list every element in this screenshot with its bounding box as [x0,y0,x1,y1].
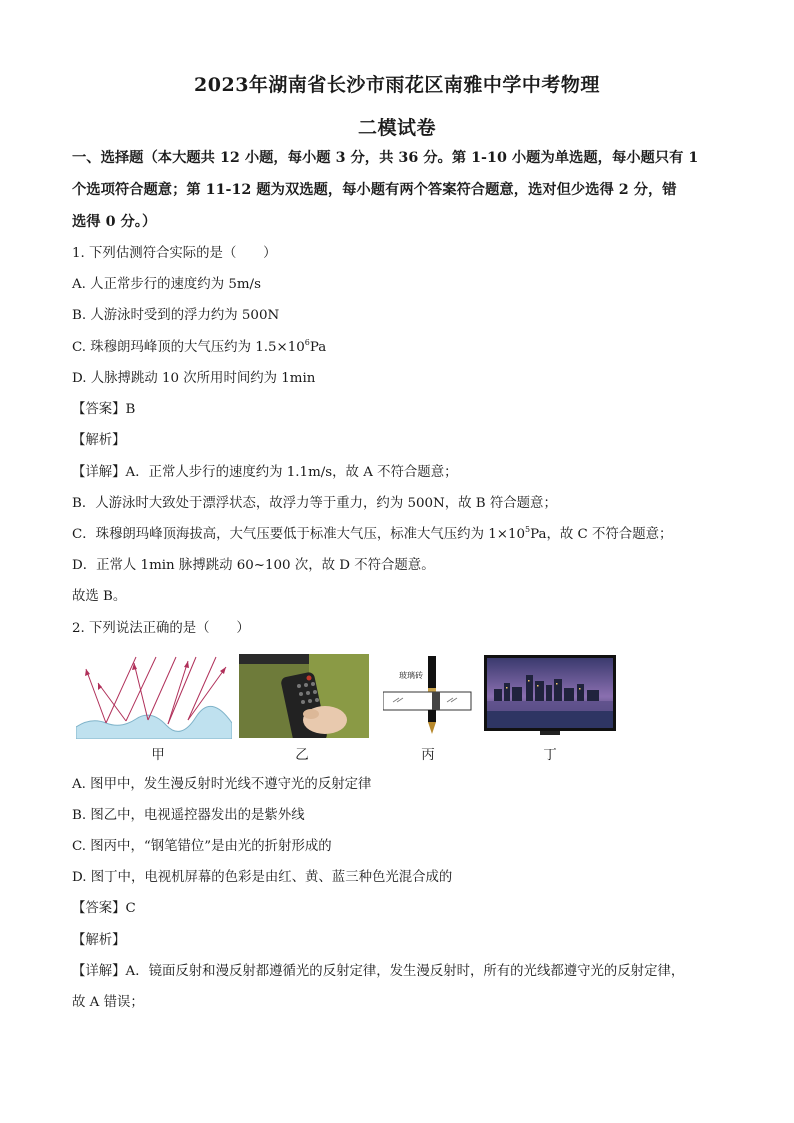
q1-option-c-text: C. 珠穆朗玛峰顶的大气压约为 1.5×10 [72,340,305,355]
tv-screen-figure [484,655,616,735]
q1-detail-a: 【详解】A．正常人步行的速度约为 1.1m/s，故 A 不符合题意； [72,465,458,480]
q2-stem: 2. 下列说法正确的是（ ） [72,621,250,636]
q2-option-a: A. 图甲中，发生漫反射时光线不遵守光的反射定律 [72,777,372,792]
q1-detail-d: D．正常人 1min 脉搏跳动 60~100 次，故 D 不符合题意。 [72,558,435,573]
exam-title: 2023年湖南省长沙市雨花区南雅中学中考物理 [194,74,600,96]
q1-option-c-unit: Pa [309,340,327,355]
q2-option-d: D. 图丁中，电视机屏幕的色彩是由红、黄、蓝三种色光混合成的 [72,870,453,885]
caption-yi: 乙 [295,747,309,763]
q1-conclusion: 故选 B。 [72,589,127,604]
caption-jia: 甲 [151,747,165,763]
q1-detail-c-exponent: 5 [525,525,531,534]
section-heading-line2: 个选项符合题意；第 11-12 题为双选题，每小题有两个答案符合题意，选对但少选得 2 分，错 [72,182,677,198]
caption-bing: 丙 [421,747,435,763]
q1-option-c-exponent: 6 [304,338,310,347]
caption-ding: 丁 [543,747,557,763]
diffuse-reflection-figure [76,655,232,739]
q1-detail-c [72,525,732,545]
q1-detail-b: B．人游泳时大致处于漂浮状态，故浮力等于重力，约为 500N，故 B 符合题意； [72,496,557,511]
q2-answer: 【答案】C [72,901,136,916]
q2-analysis: 【解析】 [72,933,126,948]
q1-analysis: 【解析】 [72,433,126,448]
q2-detail-a: 【详解】A．镜面反射和漫反射都遵循光的反射定律，发生漫反射时，所有的光线都遵守光的反射定律， [72,964,685,979]
q1-answer: 【答案】B [72,402,136,417]
q1-detail-c-text: C．珠穆朗玛峰顶海拔高，大气压要低于标准大气压，标准大气压约为 1×10 [72,527,525,542]
exam-subtitle: 二模试卷 [357,117,436,139]
q1-option-a: A. 人正常步行的速度约为 5m/s [72,277,261,292]
q2-option-b: B. 图乙中，电视遥控器发出的是紫外线 [72,808,305,823]
q1-option-d: D. 人脉搏跳动 10 次所用时间约为 1min [72,371,316,386]
pen-glass-figure [383,654,473,738]
glass-brick-label: 玻璃砖 [399,671,423,680]
section-heading-line1: 一、选择题（本大题共 12 小题，每小题 3 分，共 36 分。第 1-10 小题为单选题，每小题只有 1 [72,150,699,166]
q2-option-c: C. 图丙中，“钢笔错位”是由光的折射形成的 [72,839,332,854]
q1-detail-c-rest: Pa，故 C 不符合题意； [530,527,673,542]
q1-option-b: B. 人游泳时受到的浮力约为 500N [72,308,280,323]
remote-control-figure [239,654,369,738]
q2-detail-a-cont: 故 A 错误； [72,995,144,1010]
pen-glass-drawing [383,654,473,738]
q1-option-c [72,338,732,358]
section-heading-line3: 选得 0 分。） [72,214,157,230]
q1-stem: 1. 下列估测符合实际的是（ ） [72,246,277,261]
